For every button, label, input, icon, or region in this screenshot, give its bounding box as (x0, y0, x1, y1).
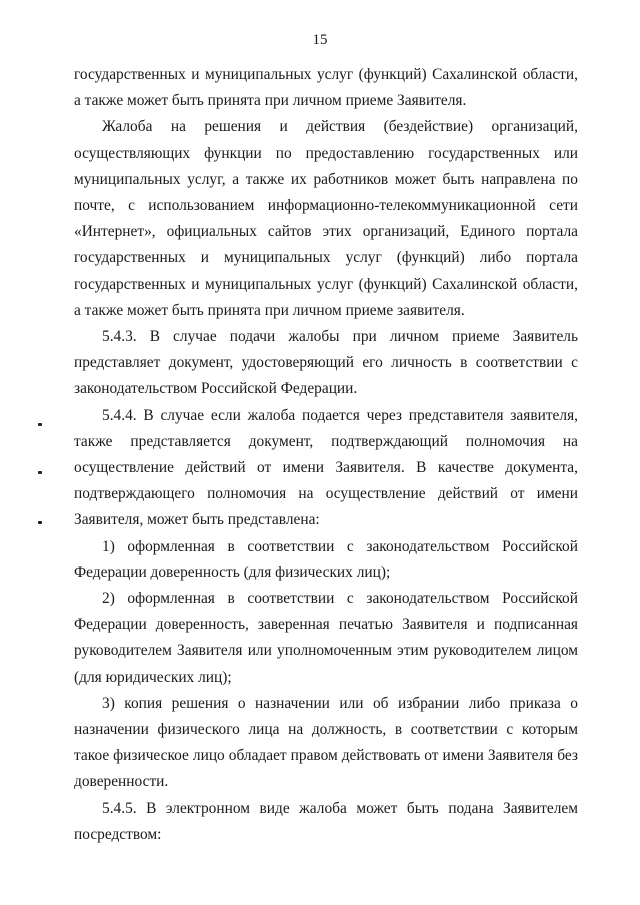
list-item-3: 3) копия решения о назначении или об избрании либо приказа о назначении физического лица на должность, в соответствии с которым такое физическое лицо обладает правом действовать от имени Заявителя без доверенности. (74, 694, 578, 791)
paragraph-5-4-5: 5.4.5. В электронном виде жалоба может быть подана Заявителем посредством: (74, 799, 578, 843)
paragraph-5-4-4: 5.4.4. В случае если жалоба подается через представителя заявителя, также представляется документ, подтверждающий полномочия на осуществление действий от имени Заявителя. В качестве документа, подтверждающего полномочия на осуществление действий от имени Заявителя, может быть представлена: (74, 406, 578, 529)
document-body (74, 62, 578, 848)
paragraph-complaint-organizations: Жалоба на решения и действия (бездействие) организаций, осуществляющих функции по предоставлению государственных или муниципальных услуг, а также их работников может быть направлена по почте, с использованием информационно-телекоммуникационной сети «Интернет», официальных сайтов этих организаций, Единого портала государственных и муниципальных услуг (функций) либо портала государственных и муниципальных услуг (функций) Сахалинской области, а также может быть принята при личном приеме заявителя. (74, 118, 578, 319)
margin-mark (38, 521, 42, 524)
margin-mark (38, 471, 42, 474)
list-item-1: 1) оформленная в соответствии с законодательством Российской Федерации доверенность (для физических лиц); (74, 537, 578, 581)
paragraph-5-4-3: 5.4.3. В случае подачи жалобы при личном приеме Заявитель представляет документ, удостоверяющий его личность в соответствии с законодательством Российской Федерации. (74, 328, 578, 398)
page-number: 15 (312, 32, 328, 48)
paragraph-1: государственных и муниципальных услуг (функций) Сахалинской области, а также может быть принята при личном приеме Заявителя. (74, 66, 578, 110)
list-item-2: 2) оформленная в соответствии с законодательством Российской Федерации доверенность, заверенная печатью Заявителя и подписанная руководителем Заявителя или уполномоченным этим руководителем лицом (для юридических лиц); (74, 590, 578, 686)
margin-mark (38, 423, 42, 426)
